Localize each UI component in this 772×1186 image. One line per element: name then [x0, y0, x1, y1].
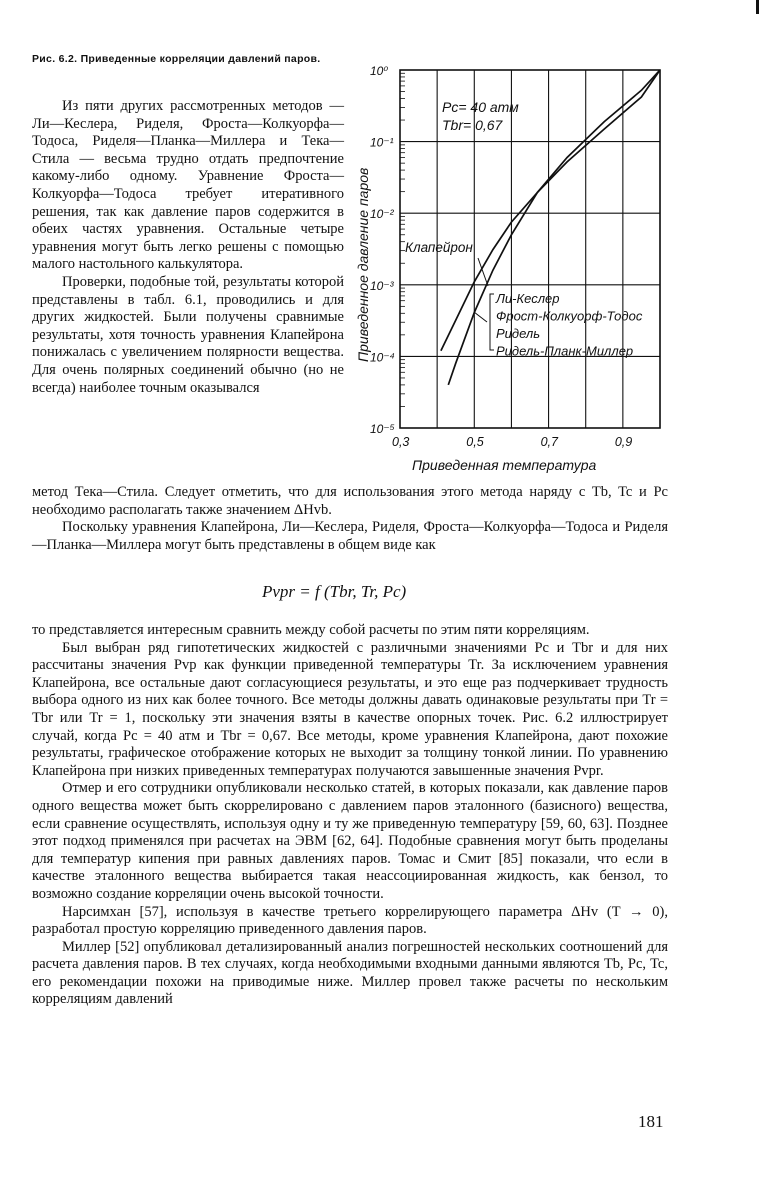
- x-tick-label: 0,5: [466, 435, 484, 449]
- paragraph: метод Тека—Стила. Следует отметить, что для использования этого метода наряду с Tb, Tc и Pc необходимо располагать также значением ΔHvb.: [32, 484, 668, 518]
- label-correlation: Ридель: [496, 326, 541, 341]
- full-width-text-2: [32, 622, 668, 1009]
- x-tick-label: 0,3: [392, 435, 410, 449]
- label-clapeyron: Клапейрон: [405, 240, 473, 255]
- y-tick-label: 10⁻⁴: [370, 350, 395, 365]
- paragraph: Был выбран ряд гипотетических жидкостей с различными значениями Pc и Tbr и для них рассчитаны значения Pvp как функции приведенной температуры Tr. За исключением уравнения Клапейрона, все остальные дают согласующиеся результаты, и это еще раз подчеркивает трудность выбора одного из них как более точного. Все методы должны давать одинаковые результаты при Tr = Tbr или Tr = 1, поскольку эти значения взяты в качестве опорных точек. Рис. 6.2 иллюстрирует случай, когда Pc = 40 атм и Tbr = 0,67. Все методы, кроме уравнения Клапейрона, дают похожие результаты, графическое отображение которых не выходит за толщину тонкой линии. По уравнению Клапейрона при низких приведенных температурах получаются завышенные значения Pvpr.: [32, 639, 668, 779]
- formula: Pvpr = f (Tbr, Tr, Pc): [262, 582, 407, 601]
- paragraph: то представляется интересным сравнить между собой расчеты по этим пяти корреляциям.: [32, 622, 590, 638]
- label-correlation: Ридель-Планк-Миллер: [496, 343, 634, 359]
- paragraph: Нарсимхан [57], используя в качестве третьего коррелирующего параметра ΔHv (T → 0), разработал простую корреляцию приведенного давления паров.: [32, 903, 668, 938]
- annotation-pc: Pc= 40 атм: [442, 99, 519, 115]
- y-tick-label: 10⁻⁵: [370, 422, 395, 436]
- y-axis-label: Приведенное давление паров: [355, 167, 371, 362]
- y-tick-label: 10⁻³: [370, 278, 394, 293]
- full-width-text-1: [32, 484, 668, 554]
- vapor-pressure-chart: [0, 0, 772, 480]
- annotation-tbr: Tbr= 0,67: [442, 117, 503, 133]
- label-correlation: Фрост-Колкуорф-Тодос: [496, 308, 643, 324]
- x-axis-label: Приведенная температура: [412, 457, 597, 473]
- paragraph: Проверки, подобные той, результаты которой представлены в табл. 6.1, проводились и для других жидкостей. Были получены сравнимые результаты, хотя точность уравнения Клапейрона понижалась с увеличением полярности вещества. Для очень полярных соединений обычно (но не всегда) наиболее точным оказывался: [32, 273, 344, 396]
- x-tick-label: 0,7: [540, 435, 558, 449]
- label-brace: [490, 294, 494, 350]
- page-number: 181: [638, 1112, 664, 1131]
- paragraph: Отмер и его сотрудники опубликовали несколько статей, в которых показали, как давление паров одного вещества может быть скоррелировано с давлением паров эталонного (базисного) вещества, если сравнение осуществлять, используя одну и ту же приведенную температуру [59, 60, 63]. Позднее этот подход применялся при расчетах на ЭВМ [62, 64]. Подобные сравнения могут быть проделаны для температур кипения при равных давлениях паров. Томас и Смит [85] показали, что если в качестве эталонного вещества выбирается такая неассоциированная жидкость, как бензол, то возможно создание корреляции очень высокой точности.: [32, 780, 668, 902]
- paragraph: Из пяти других рассмотренных методов — Ли—Кеслера, Риделя, Фроста—Колкуорфа—Тодоса, Риделя—Планка—Миллера и Тека—Стила — весьма трудно отдать предпочтение какому-либо одному. Уравнение Фроста—Колкуорфа—Тодоса требует итеративного решения, так как давление паров содержится в обеих частях уравнения. Остальные четыре уравнения могут быть легко решены с помощью малого настольного калькулятора.: [32, 98, 344, 273]
- x-tick-label: 0,9: [614, 435, 633, 449]
- y-tick-label: 10⁻¹: [370, 135, 394, 150]
- paragraph: Миллер [52] опубликовал детализированный анализ погрешностей нескольких соотношений для расчета давления паров. В тех случаях, когда необходимыми входными данными являются Tb, Pc, Tc, его рекомендации похожи на приводимые ниже. Миллер провел также расчеты по нескольким корреляциям давлений: [32, 938, 668, 1008]
- figure-caption: Рис. 6.2. Приведенные корреляции давлений паров.: [32, 53, 321, 65]
- paragraph: Поскольку уравнения Клапейрона, Ли—Кеслера, Риделя, Фроста—Колкуорфа—Тодоса и Риделя—Планка—Миллера могут быть представлены в общем виде как: [32, 519, 668, 553]
- y-tick-label: 10⁻²: [370, 207, 394, 222]
- y-tick-label: 10⁰: [370, 64, 389, 78]
- label-correlation: Ли-Кеслер: [496, 291, 560, 306]
- pointer-group: [474, 312, 487, 322]
